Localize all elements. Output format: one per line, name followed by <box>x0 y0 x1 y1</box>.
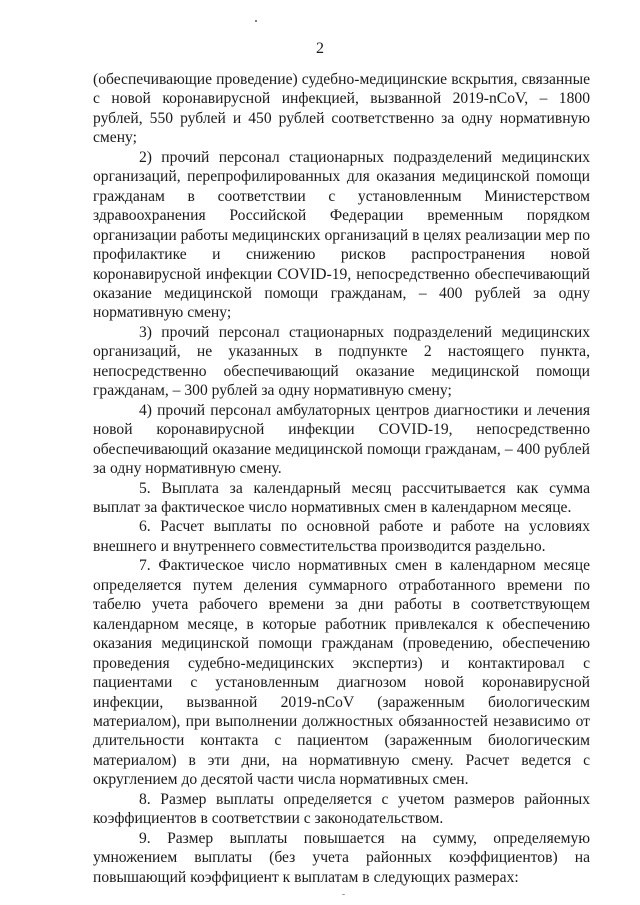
paragraph-continuation: (обеспечивающие проведение) судебно-медицинские вскрытия, связанные с новой коронавирусной инфекцией, вызванной 2019-nCoV, – 1800 рублей, 550 рублей и 450 рублей соответственно за одну нормативную смену; <box>93 71 590 147</box>
scan-speck <box>255 20 257 22</box>
paragraph-clause-7: 7. Фактическое число нормативных смен в календарном месяце определяется путем деления суммарного отработанного времени по табелю учета рабочего времени за дни работы в соответствующем календарном месяце, в которые работник привлекался к обеспечению оказания медицинской помощи гражданам (проведению, обеспечению проведения судебно-медицинских экспертиз) и контактировал с пациентами с установленным диагнозом новой коронавирусной инфекции, вызванной 2019-nCoV (зараженным биологическим материалом), при выполнении должностных обязанностей независимо от длительности контакта с пациентом (зараженным биологическим материалом) в эти дни, на нормативную смену. Расчет ведется с округлением до десятой части числа нормативных смен. <box>93 557 590 789</box>
paragraph-clause-6: 6. Расчет выплаты по основной работе и работе на условиях внешнего и внутреннего совместительства производится раздельно. <box>93 518 590 555</box>
paragraph-item-2: 2) прочий персонал стационарных подразделений медицинских организаций, перепрофилированных для оказания медицинской помощи гражданам в соответствии с установленным Министерством здравоохранения Российской Федерации временным порядком организации работы медицинских организаций в целях реализации мер по профилактике и снижению рисков распространения новой коронавирусной инфекции COVID-19, непосредственно обеспечивающий оказание медицинской помощи гражданам, – 400 рублей за одну нормативную смену; <box>93 148 591 322</box>
paragraph-clause-8: 8. Размер выплаты определяется с учетом размеров районных коэффициентов в соответствии с законодательством. <box>93 790 590 828</box>
scan-speck <box>342 894 345 895</box>
paragraph-item-3: 3) прочий персонал стационарных подразделений медицинских организаций, не указанных в подпункте 2 настоящего пункта, непосредственно обеспечивающий оказание медицинской помощи гражданам, – 300 рублей за одну нормативную смену; <box>93 323 590 400</box>
page-number: 2 <box>316 40 324 57</box>
paragraph-clause-5: 5. Выплата за календарный месяц рассчитывается как сумма выплат за фактическое число нормативных смен в календарном месяце. <box>93 479 590 516</box>
paragraph-item-4: 4) прочий персонал амбулаторных центров диагностики и лечения новой коронавирусной инфекции COVID-19, непосредственно обеспечивающий оказание медицинской помощи гражданам, – 400 рублей за одну нормативную смену. <box>93 401 590 478</box>
paragraph-clause-9: 9. Размер выплаты повышается на сумму, определяемую умножением выплаты (без учета районных коэффициентов) на повышающий коэффициент к выплатам в следующих размерах: <box>93 829 590 886</box>
document-body <box>93 70 590 887</box>
